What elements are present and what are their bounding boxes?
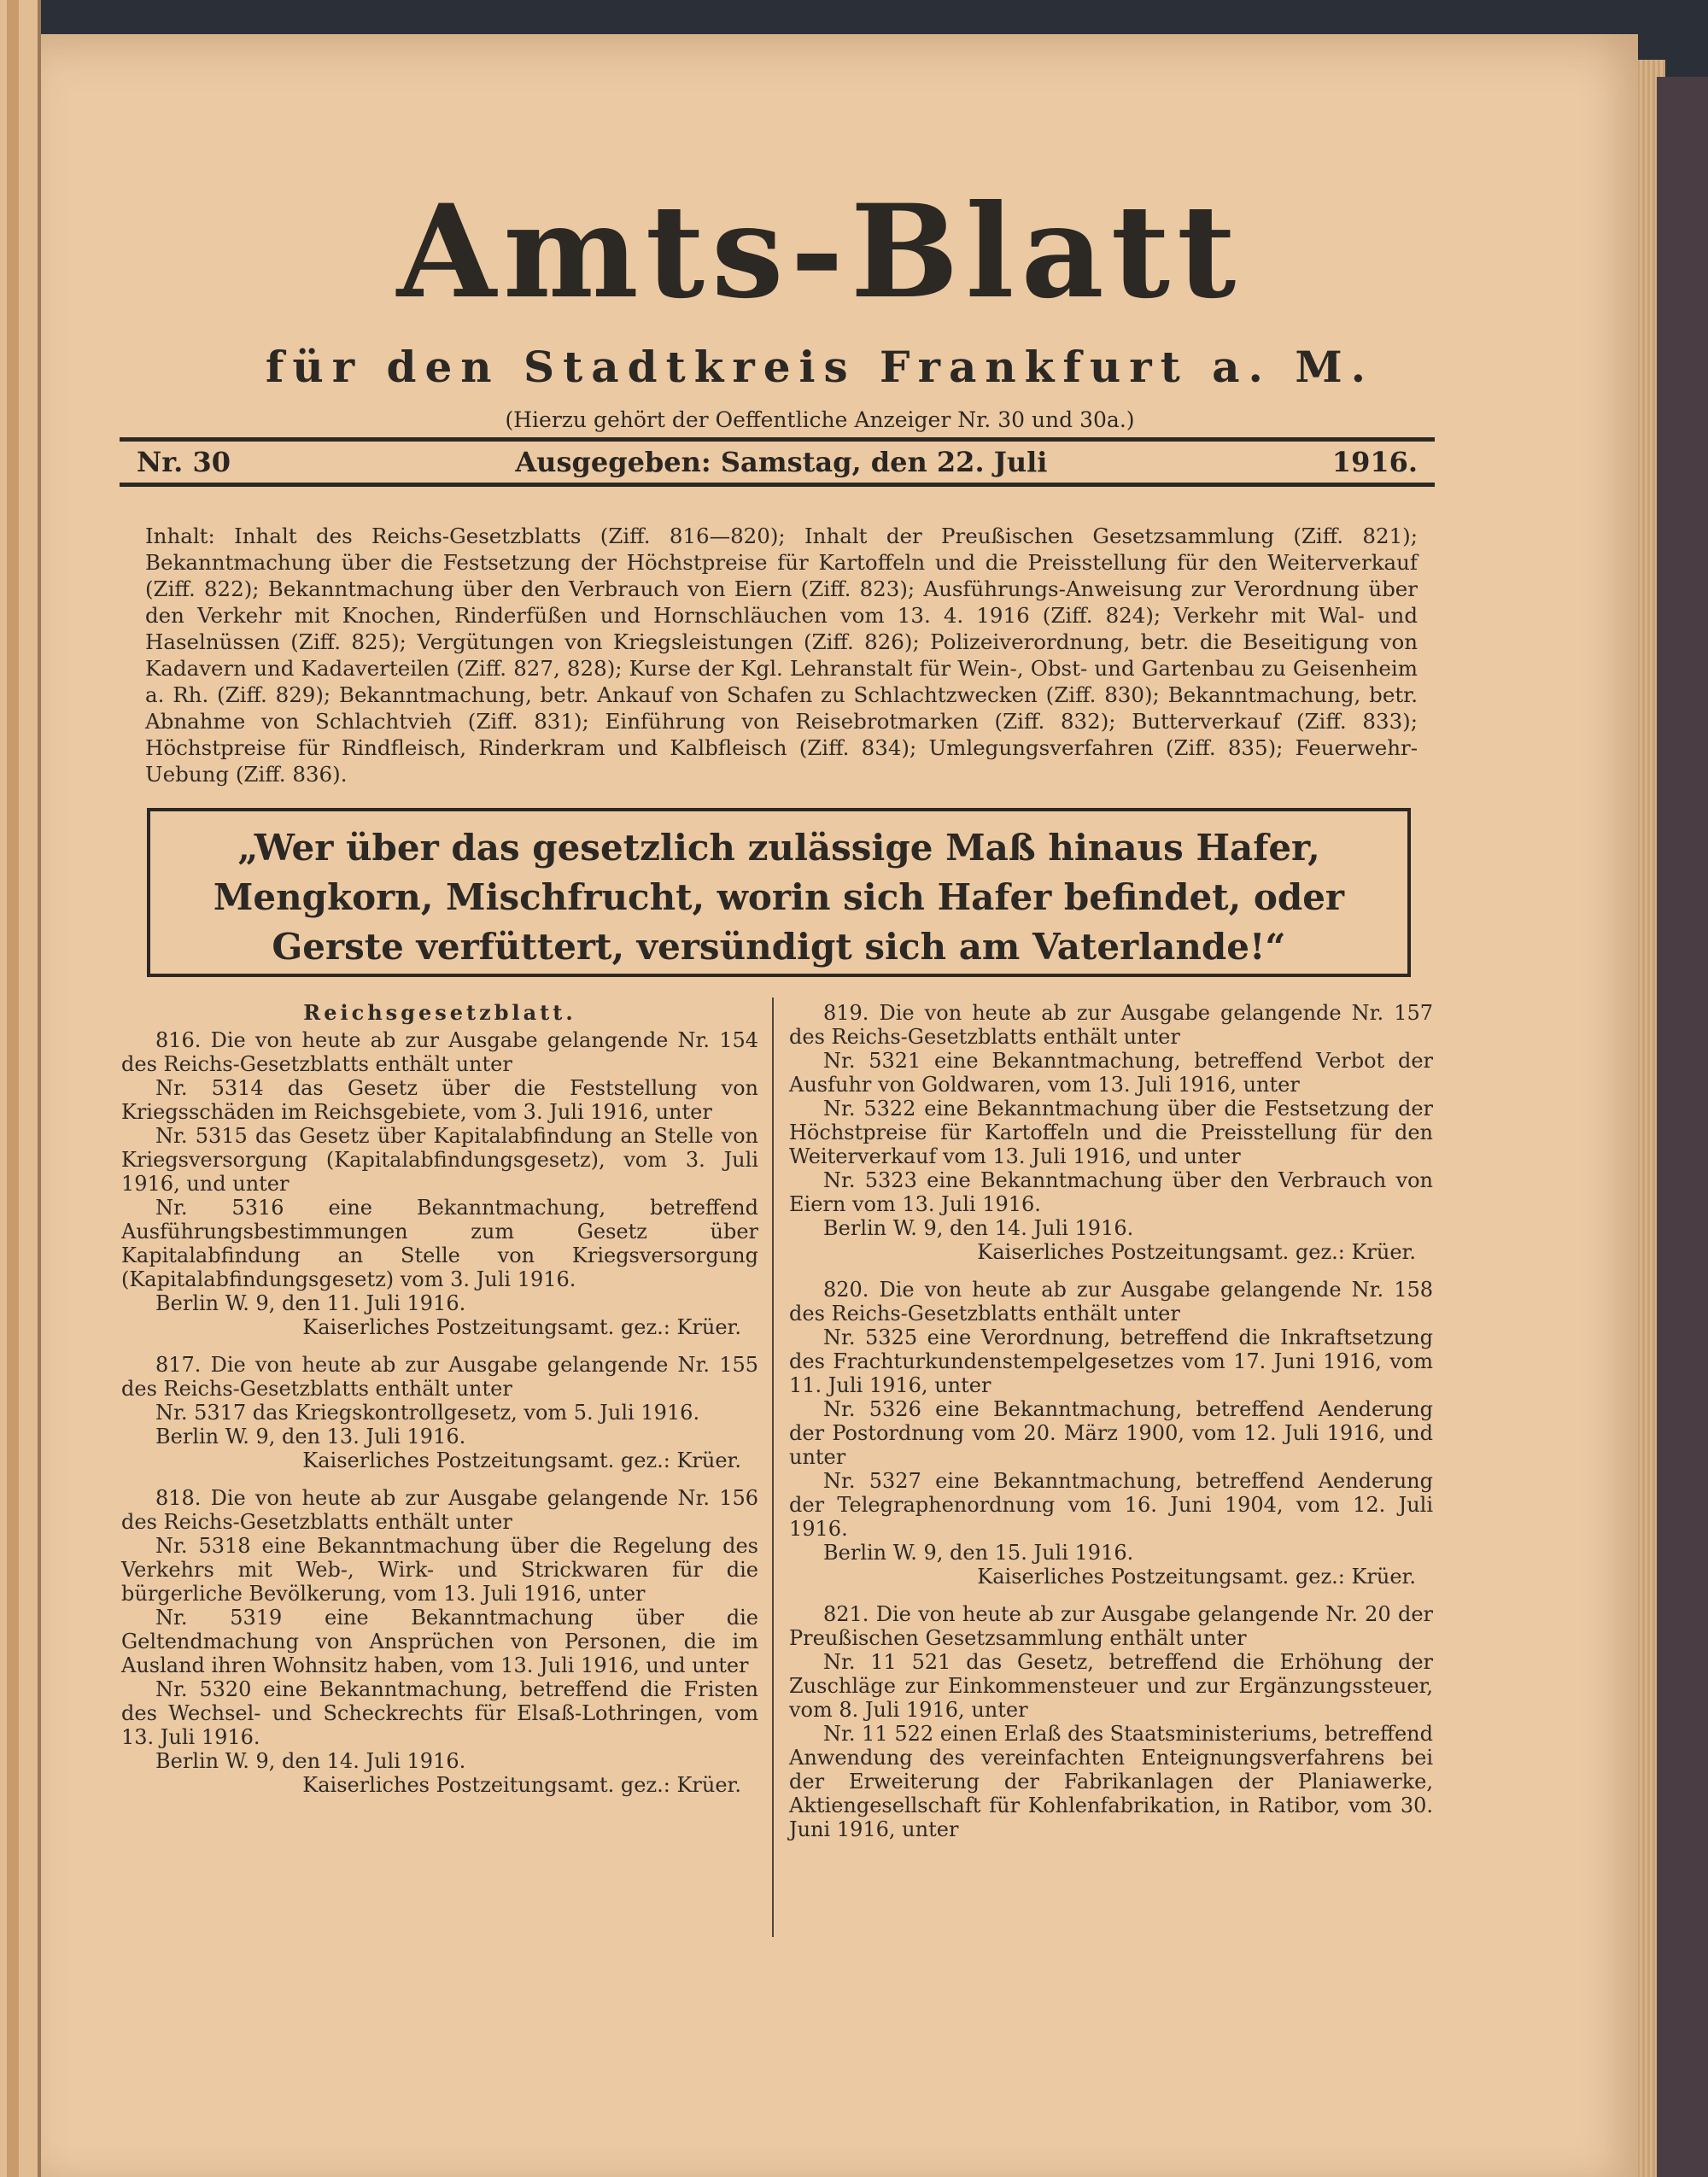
notice-place-date: Berlin W. 9, den 15. Juli 1916. xyxy=(823,1541,1134,1565)
notice-item: Nr. 5322 eine Bekanntmachung über die Festsetzung der Höchstpreise für Kartoffeln und die Preisstellung für den Weiterverkauf vom 13. Juli 1916, und unter xyxy=(789,1097,1433,1168)
notice-lead: 819. Die von heute ab zur Ausgabe gelangende Nr. 157 des Reichs-Gesetzblatts enthält unter xyxy=(789,1001,1433,1049)
left-entries xyxy=(121,1028,758,1797)
notice-signature: Kaiserliches Postzeitungsamt. gez.: Krüer. xyxy=(977,1240,1416,1264)
issue-number: Nr. 30 xyxy=(137,446,231,478)
notice-item: Nr. 5315 das Gesetz über Kapitalabfindung an Stelle von Kriegsversorgung (Kapitalabfindungsgesetz), vom 3. Juli 1916, und unter xyxy=(121,1124,758,1196)
binding-fold xyxy=(7,0,19,2177)
issue-bar xyxy=(120,437,1435,487)
notice-lead: 818. Die von heute ab zur Ausgabe gelangende Nr. 156 des Reichs-Gesetzblatts enthält unter xyxy=(121,1486,758,1534)
column-divider xyxy=(772,998,774,1937)
notice-item: Nr. 11 522 einen Erlaß des Staatsministeriums, betreffend Anwendung des vereinfachten Enteignungsverfahrens bei der Erweiterung der Fabrikanlagen der Planiawerke, Aktiengesellschaft für Kohlenfabrikation, in Ratibor, vom 30. Juni 1916, unter xyxy=(789,1722,1433,1841)
notice-item: Nr. 5323 eine Bekanntmachung über den Verbrauch von Eiern vom 13. Juli 1916. xyxy=(789,1168,1433,1216)
notice-entry xyxy=(789,1001,1433,1264)
issue-year: 1916. xyxy=(1331,446,1418,478)
notice-place-date: Berlin W. 9, den 14. Juli 1916. xyxy=(155,1749,466,1773)
supplement-note: (Hierzu gehört der Oeffentliche Anzeiger Nr. 30 und 30a.) xyxy=(505,407,1135,432)
notice-entry xyxy=(789,1278,1433,1589)
right-entries xyxy=(789,1001,1433,1841)
notice-entry xyxy=(121,1028,758,1339)
notice-lead: 820. Die von heute ab zur Ausgabe gelangende Nr. 158 des Reichs-Gesetzblatts enthält unter xyxy=(789,1278,1433,1326)
notice-signature: Kaiserliches Postzeitungsamt. gez.: Krüer. xyxy=(977,1565,1416,1589)
notice-item: Nr. 11 521 das Gesetz, betreffend die Erhöhung der Zuschläge zur Einkommensteuer und zur Ergänzungssteuer, vom 8. Juli 1916, unter xyxy=(789,1650,1433,1722)
notice-item: Nr. 5325 eine Verordnung, betreffend die Inkraftsetzung des Frachturkundenstempelgesetzes vom 17. Juni 1916, vom 11. Juli 1916, unter xyxy=(789,1326,1433,1397)
notice-place-date: Berlin W. 9, den 11. Juli 1916. xyxy=(155,1291,466,1315)
notice-lead: 816. Die von heute ab zur Ausgabe gelangende Nr. 154 des Reichs-Gesetzblatts enthält unter xyxy=(121,1028,758,1076)
left-column xyxy=(121,1001,758,1811)
masthead xyxy=(85,177,1554,432)
notice-place-date: Berlin W. 9, den 13. Juli 1916. xyxy=(155,1425,466,1448)
motto-box: „Wer über das gesetzlich zulässige Maß hinaus Hafer, Mengkorn, Mischfrucht, worin sich Hafer befindet, oder Gerste verfüttert, versündigt sich am Vaterlande!“ xyxy=(147,808,1411,977)
notice-item: Nr. 5318 eine Bekanntmachung über die Regelung des Verkehrs mit Web-, Wirk- und Strickwaren für die bürgerliche Bevölkerung, vom 13. Juli 1916, unter xyxy=(121,1534,758,1606)
notice-signature: Kaiserliches Postzeitungsamt. gez.: Krüer. xyxy=(302,1448,741,1472)
notice-place-date: Berlin W. 9, den 14. Juli 1916. xyxy=(823,1216,1134,1240)
notice-item: Nr. 5314 das Gesetz über die Feststellung von Kriegsschäden im Reichsgebiete, vom 3. Juli 1916, unter xyxy=(121,1076,758,1124)
notice-entry xyxy=(789,1602,1433,1841)
section-heading: Reichsgesetzblatt. xyxy=(303,1000,576,1025)
notice-entry xyxy=(121,1486,758,1797)
notice-item: Nr. 5326 eine Bekanntmachung, betreffend Aenderung der Postordnung vom 20. März 1900, vom 12. Juli 1916, und unter xyxy=(789,1397,1433,1469)
notice-item: Nr. 5320 eine Bekanntmachung, betreffend die Fristen des Wechsel- und Scheckrechts für Elsaß-Lothringen, vom 13. Juli 1916. xyxy=(121,1677,758,1749)
newspaper-title: Amts-Blatt xyxy=(396,177,1243,327)
newspaper-subtitle: für den Stadtkreis Frankfurt a. M. xyxy=(265,342,1375,392)
notice-signature: Kaiserliches Postzeitungsamt. gez.: Krüer. xyxy=(302,1315,741,1339)
notice-item: Nr. 5321 eine Bekanntmachung, betreffend Verbot der Ausfuhr von Goldwaren, vom 13. Juli 1916, unter xyxy=(789,1049,1433,1097)
notice-item: Nr. 5319 eine Bekanntmachung über die Geltendmachung von Ansprüchen von Personen, die im Ausland ihren Wohnsitz haben, vom 13. Juli 1916, und unter xyxy=(121,1606,758,1677)
table-of-contents: Inhalt: Inhalt des Reichs-Gesetzblatts (Ziff. 816—820); Inhalt der Preußischen Gesetzsammlung (Ziff. 821); Bekanntmachung über die Festsetzung der Höchstpreise für Kartoffeln und die Preisstellung für den Weiterverkauf (Ziff. 822); Bekanntmachung über den Verbrauch von Eiern (Ziff. 823); Ausführungs-Anweisung zur Verordnung über den Verkehr mit Knochen, Rinderfüßen und Hornschläuchen vom 13. 4. 1916 (Ziff. 824); Verkehr mit Wal- und Haselnüssen (Ziff. 825); Vergütungen von Kriegsleistungen (Ziff. 826); Polizeiverordnung, betr. die Beseitigung von Kadavern und Kadaverteilen (Ziff. 827, 828); Kurse der Kgl. Lehranstalt für Wein-, Obst- und Gartenbau zu Geisenheim a. Rh. (Ziff. 829); Bekanntmachung, betr. Ankauf von Schafen zu Schlachtzwecken (Ziff. 830); Bekanntmachung, betr. Abnahme von Schlachtvieh (Ziff. 831); Einführung von Reisebrotmarken (Ziff. 832); Butterverkauf (Ziff. 833); Höchstpreise für Rindfleisch, Rinderkram und Kalbfleisch (Ziff. 834); Umlegungsverfahren (Ziff. 835); Feuerwehr-Uebung (Ziff. 836). xyxy=(145,524,1418,787)
notice-entry xyxy=(121,1353,758,1472)
notice-item: Nr. 5317 das Kriegskontrollgesetz, vom 5. Juli 1916. xyxy=(155,1401,700,1425)
notice-item: Nr. 5316 eine Bekanntmachung, betreffend Ausführungsbestimmungen zum Gesetz über Kapitalabfindung an Stelle von Kriegsversorgung (Kapitalabfindungsgesetz) vom 3. Juli 1916. xyxy=(121,1196,758,1291)
notice-lead: 817. Die von heute ab zur Ausgabe gelangende Nr. 155 des Reichs-Gesetzblatts enthält unter xyxy=(121,1353,758,1401)
book-cover xyxy=(1657,77,1708,2177)
notice-lead: 821. Die von heute ab zur Ausgabe gelangende Nr. 20 der Preußischen Gesetzsammlung enthält unter xyxy=(789,1602,1433,1650)
issue-date: Ausgegeben: Samstag, den 22. Juli xyxy=(515,446,1048,478)
notice-signature: Kaiserliches Postzeitungsamt. gez.: Krüer. xyxy=(302,1773,741,1797)
right-column xyxy=(789,1001,1433,1855)
notice-item: Nr. 5327 eine Bekanntmachung, betreffend Aenderung der Telegraphenordnung vom 16. Juni 1904, vom 12. Juli 1916. xyxy=(789,1469,1433,1541)
